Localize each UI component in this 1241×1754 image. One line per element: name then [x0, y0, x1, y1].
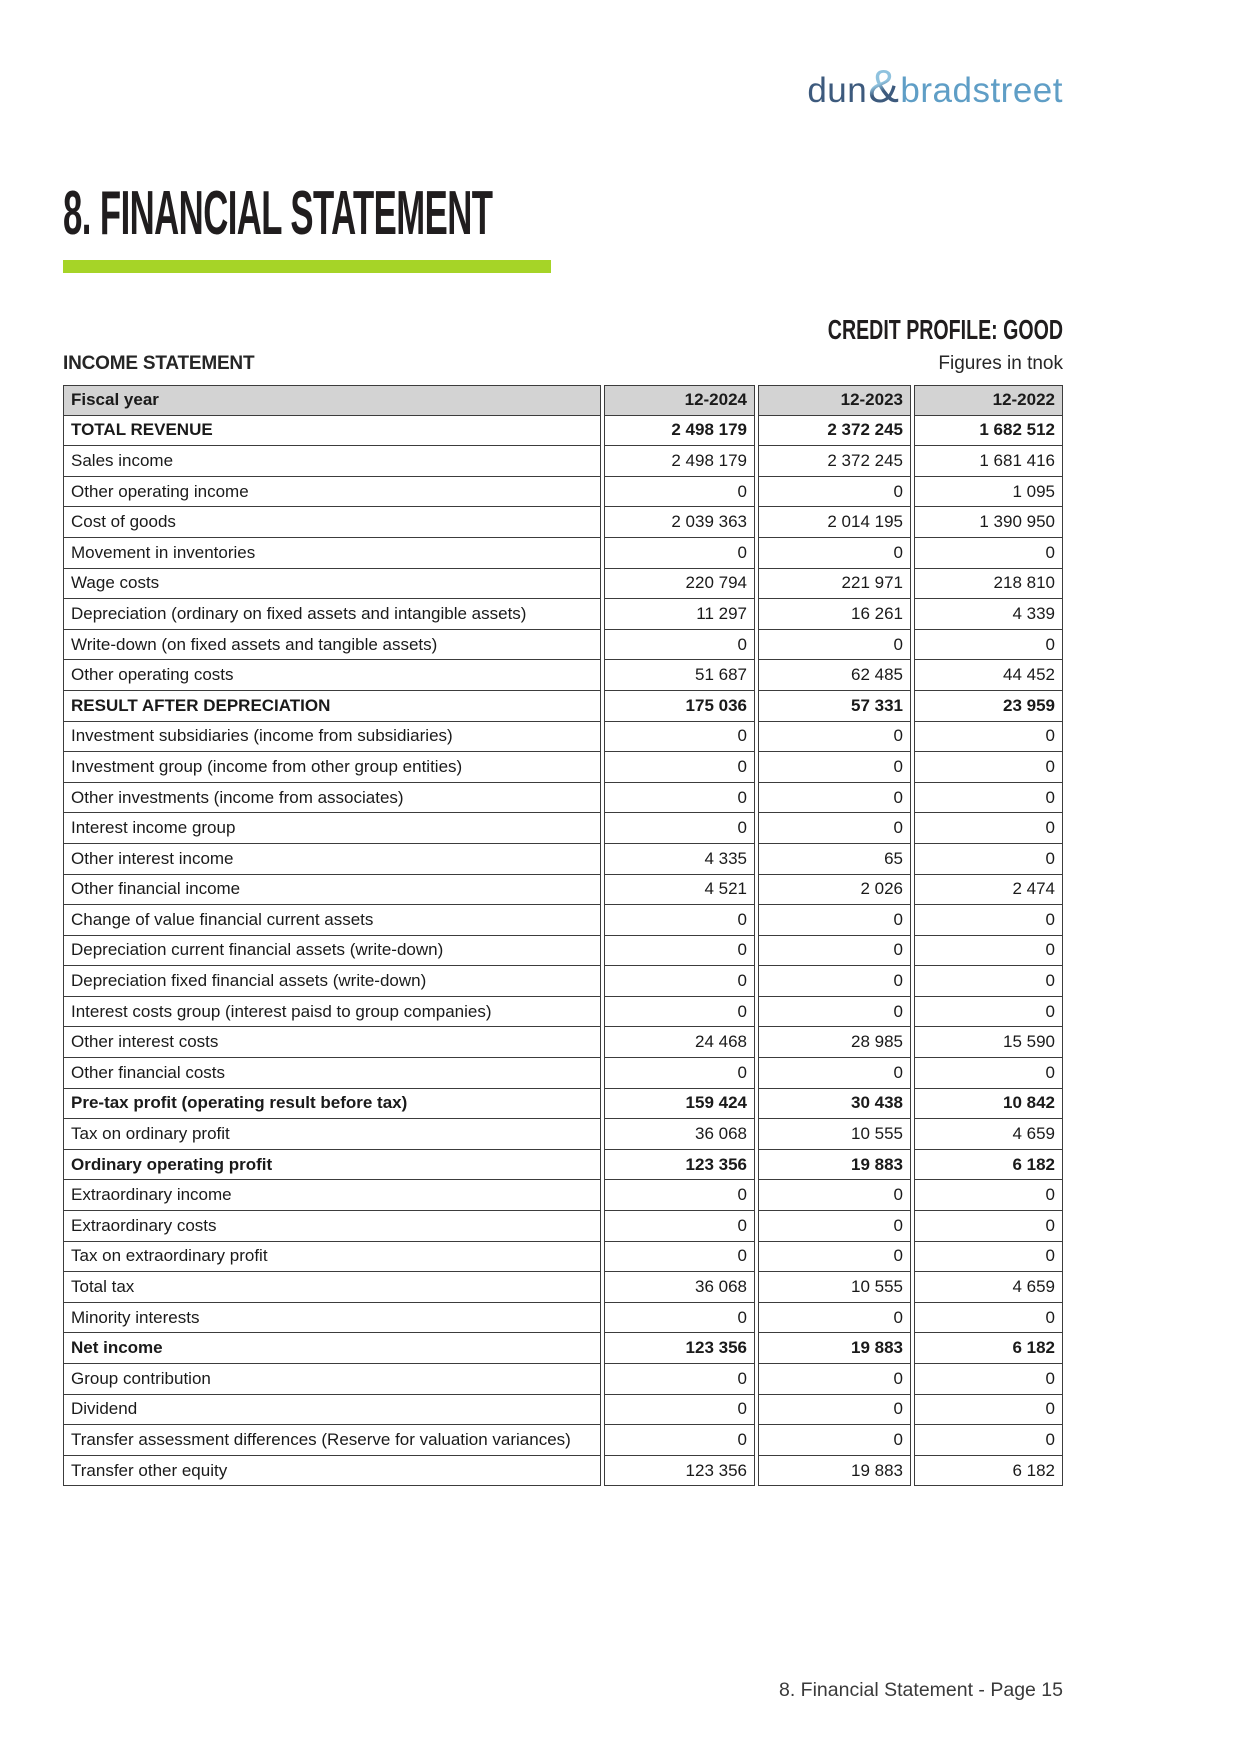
table-row — [63, 1180, 1063, 1211]
table-row — [63, 1333, 1063, 1364]
value-12-2024: 0 — [604, 997, 755, 1028]
value-12-2022: 0 — [914, 1303, 1063, 1334]
row-label: Write-down (on fixed assets and tangible assets) — [63, 630, 601, 661]
table-row — [63, 1242, 1063, 1273]
value-12-2024: 0 — [604, 813, 755, 844]
value-12-2022: 0 — [914, 1180, 1063, 1211]
table-row — [63, 477, 1063, 508]
header-fiscal-year: Fiscal year — [63, 385, 601, 416]
value-12-2024: 2 498 179 — [604, 446, 755, 477]
value-12-2023: 0 — [758, 1180, 911, 1211]
value-12-2023: 0 — [758, 1058, 911, 1089]
table-row — [63, 783, 1063, 814]
table-row — [63, 936, 1063, 967]
value-12-2024: 36 068 — [604, 1272, 755, 1303]
table-row — [63, 1211, 1063, 1242]
row-label: Interest costs group (interest paisd to group companies) — [63, 997, 601, 1028]
row-label: Depreciation fixed financial assets (write-down) — [63, 966, 601, 997]
value-12-2022: 23 959 — [914, 691, 1063, 722]
value-12-2023: 0 — [758, 477, 911, 508]
value-12-2023: 30 438 — [758, 1089, 911, 1120]
credit-profile-label: CREDIT PROFILE: GOOD — [827, 314, 1063, 345]
table-row — [63, 446, 1063, 477]
table-row — [63, 1425, 1063, 1456]
value-12-2024: 123 356 — [604, 1456, 755, 1487]
value-12-2022: 0 — [914, 1211, 1063, 1242]
value-12-2022: 0 — [914, 1058, 1063, 1089]
table-header-row — [63, 385, 1063, 416]
value-12-2024: 123 356 — [604, 1150, 755, 1181]
row-label: Other interest costs — [63, 1027, 601, 1058]
value-12-2023: 10 555 — [758, 1272, 911, 1303]
table-row — [63, 1119, 1063, 1150]
table-row — [63, 630, 1063, 661]
value-12-2023: 2 372 245 — [758, 416, 911, 447]
value-12-2024: 0 — [604, 1364, 755, 1395]
row-label: Ordinary operating profit — [63, 1150, 601, 1181]
logo-bradstreet-text: bradstreet — [900, 71, 1063, 110]
value-12-2022: 6 182 — [914, 1150, 1063, 1181]
value-12-2024: 220 794 — [604, 569, 755, 600]
value-12-2023: 0 — [758, 997, 911, 1028]
dun-bradstreet-logo — [807, 60, 1063, 112]
value-12-2024: 159 424 — [604, 1089, 755, 1120]
value-12-2024: 123 356 — [604, 1333, 755, 1364]
row-label: Total tax — [63, 1272, 601, 1303]
value-12-2023: 0 — [758, 1242, 911, 1273]
value-12-2023: 10 555 — [758, 1119, 911, 1150]
income-statement-table — [60, 385, 1066, 1486]
row-label: Other operating costs — [63, 660, 601, 691]
row-label: Investment subsidiaries (income from subsidiaries) — [63, 722, 601, 753]
page-title: 8. FINANCIAL STATEMENT — [63, 179, 493, 248]
table-row — [63, 507, 1063, 538]
row-label: Transfer assessment differences (Reserve for valuation variances) — [63, 1425, 601, 1456]
table-row — [63, 1089, 1063, 1120]
value-12-2024: 0 — [604, 1180, 755, 1211]
value-12-2024: 0 — [604, 966, 755, 997]
row-label: Other operating income — [63, 477, 601, 508]
page-footer: 8. Financial Statement - Page 15 — [779, 1679, 1063, 1701]
value-12-2022: 4 659 — [914, 1272, 1063, 1303]
table-row — [63, 1272, 1063, 1303]
value-12-2022: 0 — [914, 722, 1063, 753]
value-12-2022: 2 474 — [914, 875, 1063, 906]
row-label: Other investments (income from associates) — [63, 783, 601, 814]
value-12-2022: 0 — [914, 905, 1063, 936]
value-12-2023: 0 — [758, 1211, 911, 1242]
value-12-2022: 0 — [914, 813, 1063, 844]
value-12-2022: 0 — [914, 844, 1063, 875]
value-12-2024: 0 — [604, 783, 755, 814]
value-12-2023: 2 372 245 — [758, 446, 911, 477]
table-row — [63, 538, 1063, 569]
table-row — [63, 966, 1063, 997]
value-12-2023: 0 — [758, 722, 911, 753]
value-12-2024: 0 — [604, 1425, 755, 1456]
table-row — [63, 599, 1063, 630]
table-row — [63, 416, 1063, 447]
value-12-2022: 0 — [914, 538, 1063, 569]
logo-ampersand-icon: & — [868, 60, 900, 112]
value-12-2022: 218 810 — [914, 569, 1063, 600]
table-row — [63, 1150, 1063, 1181]
row-label: Interest income group — [63, 813, 601, 844]
row-label: Dividend — [63, 1395, 601, 1426]
row-label: Depreciation (ordinary on fixed assets and intangible assets) — [63, 599, 601, 630]
table-row — [63, 875, 1063, 906]
value-12-2022: 15 590 — [914, 1027, 1063, 1058]
value-12-2022: 0 — [914, 630, 1063, 661]
value-12-2023: 2 026 — [758, 875, 911, 906]
row-label: Wage costs — [63, 569, 601, 600]
value-12-2024: 0 — [604, 630, 755, 661]
table-row — [63, 1364, 1063, 1395]
value-12-2023: 2 014 195 — [758, 507, 911, 538]
value-12-2023: 0 — [758, 936, 911, 967]
value-12-2024: 0 — [604, 1211, 755, 1242]
value-12-2024: 51 687 — [604, 660, 755, 691]
row-label: Extraordinary income — [63, 1180, 601, 1211]
value-12-2023: 57 331 — [758, 691, 911, 722]
table-row — [63, 660, 1063, 691]
value-12-2022: 0 — [914, 1395, 1063, 1426]
value-12-2024: 2 039 363 — [604, 507, 755, 538]
row-label: Other financial costs — [63, 1058, 601, 1089]
value-12-2024: 175 036 — [604, 691, 755, 722]
value-12-2023: 0 — [758, 966, 911, 997]
value-12-2023: 19 883 — [758, 1456, 911, 1487]
row-label: Tax on ordinary profit — [63, 1119, 601, 1150]
value-12-2022: 6 182 — [914, 1333, 1063, 1364]
value-12-2024: 36 068 — [604, 1119, 755, 1150]
value-12-2023: 0 — [758, 1425, 911, 1456]
value-12-2024: 0 — [604, 1395, 755, 1426]
value-12-2024: 2 498 179 — [604, 416, 755, 447]
value-12-2022: 0 — [914, 752, 1063, 783]
value-12-2024: 0 — [604, 1242, 755, 1273]
row-label: Movement in inventories — [63, 538, 601, 569]
value-12-2024: 0 — [604, 1058, 755, 1089]
row-label: Transfer other equity — [63, 1456, 601, 1487]
value-12-2022: 6 182 — [914, 1456, 1063, 1487]
value-12-2022: 1 095 — [914, 477, 1063, 508]
row-label: Other financial income — [63, 875, 601, 906]
value-12-2024: 0 — [604, 538, 755, 569]
value-12-2023: 0 — [758, 783, 911, 814]
table-row — [63, 905, 1063, 936]
value-12-2022: 1 681 416 — [914, 446, 1063, 477]
value-12-2022: 0 — [914, 783, 1063, 814]
row-label: Sales income — [63, 446, 601, 477]
value-12-2023: 19 883 — [758, 1150, 911, 1181]
table-row — [63, 752, 1063, 783]
table-row — [63, 844, 1063, 875]
header-col-12-2022: 12-2022 — [914, 385, 1063, 416]
figures-unit-note: Figures in tnok — [938, 353, 1063, 374]
value-12-2022: 10 842 — [914, 1089, 1063, 1120]
row-label: Other interest income — [63, 844, 601, 875]
value-12-2024: 0 — [604, 477, 755, 508]
value-12-2024: 4 335 — [604, 844, 755, 875]
value-12-2023: 65 — [758, 844, 911, 875]
row-label: Pre-tax profit (operating result before tax) — [63, 1089, 601, 1120]
row-label: Change of value financial current assets — [63, 905, 601, 936]
value-12-2024: 0 — [604, 936, 755, 967]
header-col-12-2024: 12-2024 — [604, 385, 755, 416]
title-underline-bar — [63, 260, 551, 273]
row-label: Group contribution — [63, 1364, 601, 1395]
income-statement-label: INCOME STATEMENT — [63, 353, 255, 374]
value-12-2023: 0 — [758, 752, 911, 783]
row-label: Minority interests — [63, 1303, 601, 1334]
value-12-2022: 0 — [914, 936, 1063, 967]
value-12-2022: 4 339 — [914, 599, 1063, 630]
value-12-2023: 0 — [758, 1303, 911, 1334]
value-12-2024: 0 — [604, 905, 755, 936]
income-table-body — [63, 416, 1063, 1487]
table-row — [63, 1456, 1063, 1487]
logo-dun-text: dun — [807, 71, 868, 110]
table-row — [63, 813, 1063, 844]
value-12-2022: 0 — [914, 1242, 1063, 1273]
row-label: TOTAL REVENUE — [63, 416, 601, 447]
value-12-2023: 0 — [758, 905, 911, 936]
value-12-2022: 1 682 512 — [914, 416, 1063, 447]
value-12-2024: 24 468 — [604, 1027, 755, 1058]
value-12-2022: 44 452 — [914, 660, 1063, 691]
table-row — [63, 722, 1063, 753]
value-12-2024: 0 — [604, 1303, 755, 1334]
value-12-2022: 1 390 950 — [914, 507, 1063, 538]
value-12-2023: 0 — [758, 1364, 911, 1395]
table-row — [63, 1058, 1063, 1089]
value-12-2023: 0 — [758, 630, 911, 661]
value-12-2023: 221 971 — [758, 569, 911, 600]
value-12-2023: 0 — [758, 813, 911, 844]
table-row — [63, 691, 1063, 722]
table-row — [63, 569, 1063, 600]
row-label: Depreciation current financial assets (write-down) — [63, 936, 601, 967]
table-row — [63, 1027, 1063, 1058]
row-label: Investment group (income from other group entities) — [63, 752, 601, 783]
value-12-2024: 4 521 — [604, 875, 755, 906]
value-12-2023: 62 485 — [758, 660, 911, 691]
table-row — [63, 997, 1063, 1028]
value-12-2023: 0 — [758, 1395, 911, 1426]
value-12-2024: 11 297 — [604, 599, 755, 630]
row-label: Cost of goods — [63, 507, 601, 538]
header-col-12-2023: 12-2023 — [758, 385, 911, 416]
row-label: RESULT AFTER DEPRECIATION — [63, 691, 601, 722]
row-label: Net income — [63, 1333, 601, 1364]
value-12-2024: 0 — [604, 722, 755, 753]
table-row — [63, 1303, 1063, 1334]
value-12-2022: 0 — [914, 966, 1063, 997]
value-12-2022: 0 — [914, 1425, 1063, 1456]
row-label: Extraordinary costs — [63, 1211, 601, 1242]
value-12-2023: 0 — [758, 538, 911, 569]
value-12-2024: 0 — [604, 752, 755, 783]
row-label: Tax on extraordinary profit — [63, 1242, 601, 1273]
value-12-2023: 16 261 — [758, 599, 911, 630]
value-12-2022: 4 659 — [914, 1119, 1063, 1150]
value-12-2023: 28 985 — [758, 1027, 911, 1058]
value-12-2023: 19 883 — [758, 1333, 911, 1364]
value-12-2022: 0 — [914, 997, 1063, 1028]
table-row — [63, 1395, 1063, 1426]
value-12-2022: 0 — [914, 1364, 1063, 1395]
